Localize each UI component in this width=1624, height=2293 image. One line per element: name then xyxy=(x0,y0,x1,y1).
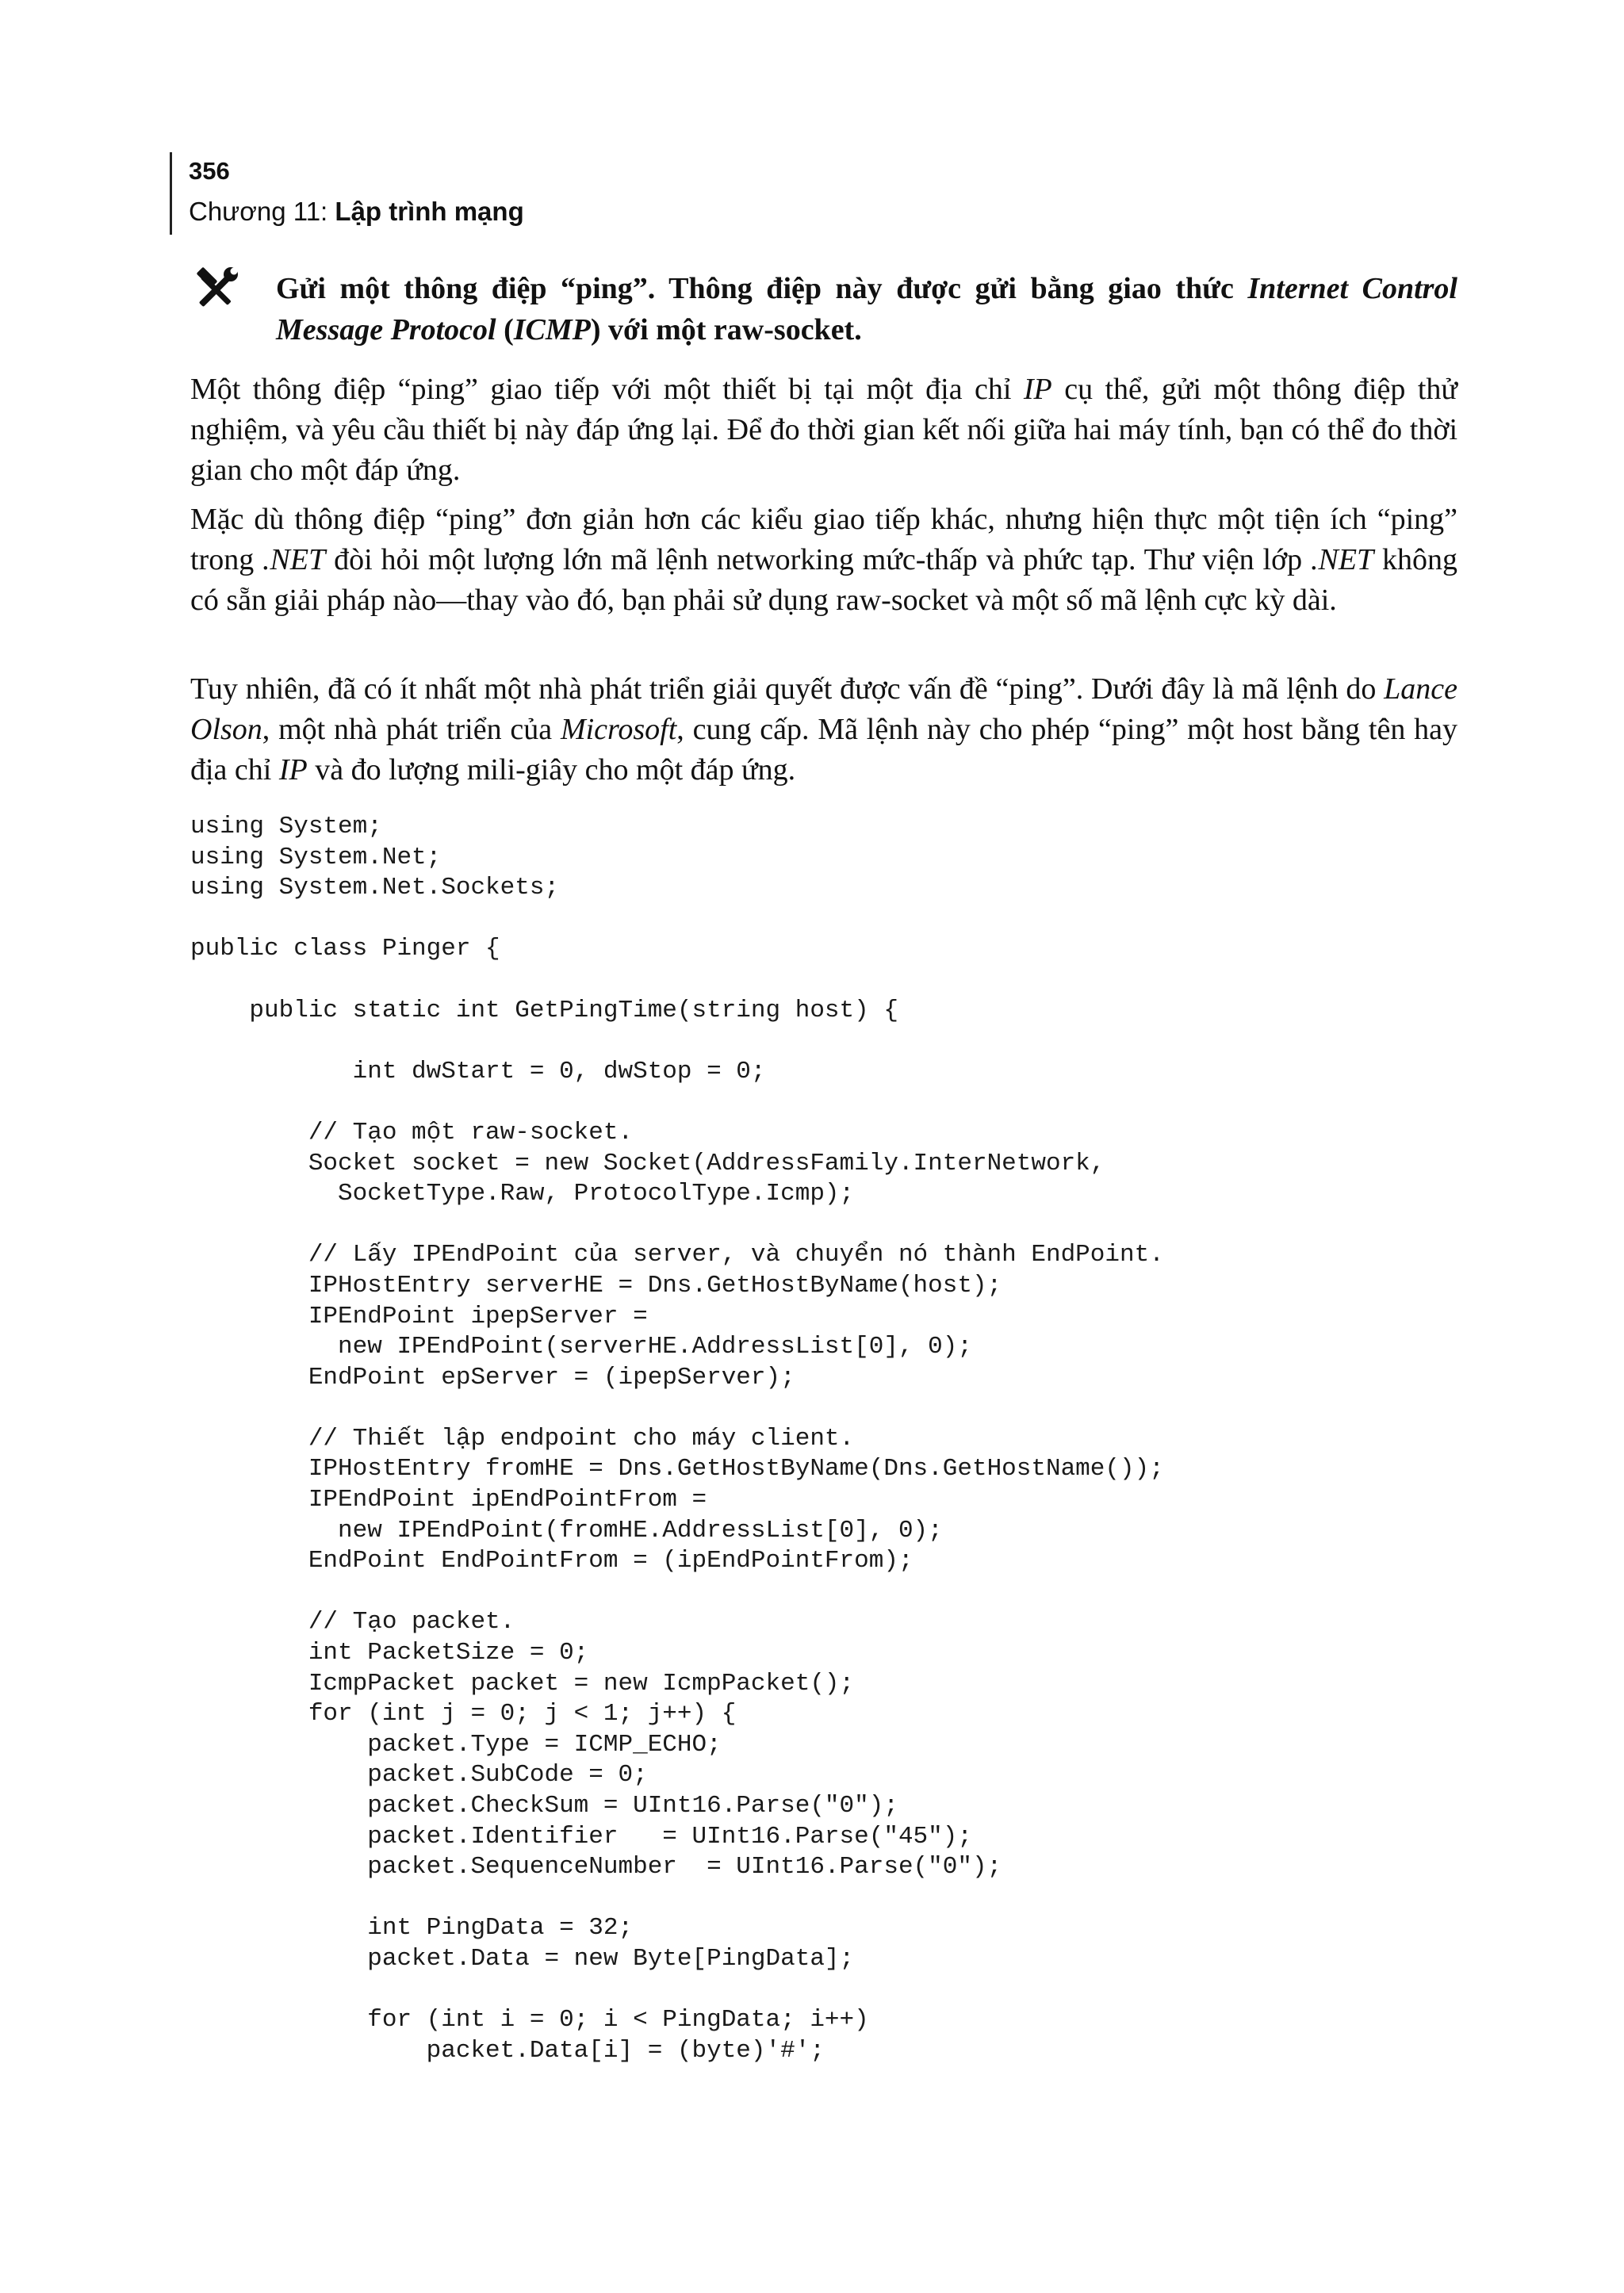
code-line xyxy=(190,1087,1164,1118)
code-line: // Thiết lập endpoint cho máy client. xyxy=(190,1424,855,1453)
code-line: new IPEndPoint(serverHE.AddressList[0], 0); xyxy=(190,1333,972,1361)
code-line xyxy=(190,1975,1164,2006)
header-rule xyxy=(170,152,172,235)
code-line: int PacketSize = 0; xyxy=(190,1639,589,1667)
code-line: // Tạo packet. xyxy=(190,1608,515,1636)
code-line: IPHostEntry serverHE = Dns.GetHostByName(host); xyxy=(190,1271,1002,1300)
heading-text: Gửi một thông điệp “ping”. Thông điệp này được gửi bằng giao thức xyxy=(276,272,1248,305)
code-line: IcmpPacket packet = new IcmpPacket(); xyxy=(190,1669,855,1698)
paragraph-1 xyxy=(190,369,1457,491)
code-line xyxy=(190,1393,1164,1424)
chapter-prefix: Chương 11: xyxy=(189,197,335,226)
code-line xyxy=(190,1883,1164,1914)
code-line: IPHostEntry fromHE = Dns.GetHostByName(Dns.GetHostName()); xyxy=(190,1455,1164,1483)
code-line: packet.SequenceNumber = UInt16.Parse("0"); xyxy=(190,1853,1002,1881)
code-line: SocketType.Raw, ProtocolType.Icmp); xyxy=(190,1180,855,1208)
heading-text: ) với một raw-socket. xyxy=(590,313,862,346)
paragraph-2 xyxy=(190,500,1457,621)
chapter-header xyxy=(189,195,524,228)
code-line: for (int i = 0; i < PingData; i++) xyxy=(190,2006,869,2035)
code-line: packet.SubCode = 0; xyxy=(190,1761,648,1790)
code-line: packet.Data = new Byte[PingData]; xyxy=(190,1944,855,1973)
italic-term: IP xyxy=(278,753,308,787)
code-line: packet.Data[i] = (byte)'#'; xyxy=(190,2036,825,2065)
page-number: 356 xyxy=(189,157,230,185)
code-line: // Tạo một raw-socket. xyxy=(190,1118,634,1146)
code-line: // Lấy IPEndPoint của server, và chuyển nó thành EndPoint. xyxy=(190,1241,1164,1269)
paragraph-text: đòi hỏi một lượng lớn mã lệnh networking mức-thấp và phức tạp. Thư viện lớp xyxy=(325,543,1311,576)
code-line: using System.Net.Sockets; xyxy=(190,874,560,902)
code-line: int PingData = 32; xyxy=(190,1914,634,1943)
italic-term: Lance Olson xyxy=(190,672,1457,746)
italic-term: Microsoft xyxy=(560,713,677,746)
code-line xyxy=(190,1026,1164,1057)
paragraph-text: Một thông điệp “ping” giao tiếp với một thiết bị tại một địa chỉ xyxy=(190,373,1024,406)
paragraph-text: và đo lượng mili-giây cho một đáp ứng. xyxy=(307,753,796,787)
code-line: for (int j = 0; j < 1; j++) { xyxy=(190,1700,737,1728)
tools-icon xyxy=(193,266,239,312)
paragraph-3 xyxy=(190,669,1457,790)
italic-term: .NET xyxy=(262,543,326,576)
code-line xyxy=(190,1210,1164,1241)
code-line: public static int GetPingTime(string host) { xyxy=(190,996,898,1024)
recipe-heading xyxy=(276,268,1457,350)
code-line: using System.Net; xyxy=(190,843,442,871)
italic-term: IP xyxy=(1023,373,1052,406)
paragraph-text: không có sẵn giải pháp nào—thay vào đó, bạn phải sử dụng raw-socket và một số mã lệnh cực kỳ dài. xyxy=(190,543,1458,617)
heading-text: ( xyxy=(496,313,514,346)
code-line: public class Pinger { xyxy=(190,935,500,963)
italic-term: .NET xyxy=(1310,543,1374,576)
code-line: EndPoint epServer = (ipepServer); xyxy=(190,1363,795,1391)
code-line: IPEndPoint ipepServer = xyxy=(190,1302,648,1330)
code-line: packet.Identifier = UInt16.Parse("45"); xyxy=(190,1822,972,1851)
code-line: packet.Type = ICMP_ECHO; xyxy=(190,1730,722,1759)
paragraph-text: , cung cấp. Mã lệnh này cho phép “ping” một host bằng tên hay địa chỉ xyxy=(190,713,1457,787)
heading-protocol-name: Internet Control Message Protocol xyxy=(276,272,1457,346)
paragraph-text: Tuy nhiên, đã có ít nhất một nhà phát triển giải quyết được vấn đề “ping”. Dưới đây là mã lệnh do xyxy=(190,672,1385,706)
paragraph-text: Mặc dù thông điệp “ping” đơn giản hơn các kiểu giao tiếp khác, nhưng hiện thực một tiện ích “ping” trong xyxy=(190,503,1457,576)
code-line: EndPoint EndPointFrom = (ipEndPointFrom); xyxy=(190,1547,914,1575)
code-line: new IPEndPoint(fromHE.AddressList[0], 0); xyxy=(190,1516,943,1545)
paragraph-text: , một nhà phát triển của xyxy=(262,713,561,746)
code-line: packet.CheckSum = UInt16.Parse("0"); xyxy=(190,1792,898,1820)
code-line: IPEndPoint ipEndPointFrom = xyxy=(190,1486,707,1514)
code-listing xyxy=(190,812,1164,2066)
code-line xyxy=(190,904,1164,935)
heading-icmp: ICMP xyxy=(513,313,591,346)
code-line xyxy=(190,1577,1164,1608)
chapter-title: Lập trình mạng xyxy=(335,197,524,226)
code-line: Socket socket = new Socket(AddressFamily.InterNetwork, xyxy=(190,1149,1105,1177)
code-line xyxy=(190,965,1164,996)
code-line: int dwStart = 0, dwStop = 0; xyxy=(190,1057,766,1085)
paragraph-text: cụ thể, gửi một thông điệp thử nghiệm, và yêu cầu thiết bị này đáp ứng lại. Để đo thời gian kết nối giữa hai máy tính, bạn có thể đo thời gian cho một đáp ứng. xyxy=(190,373,1457,487)
code-line: using System; xyxy=(190,813,382,840)
